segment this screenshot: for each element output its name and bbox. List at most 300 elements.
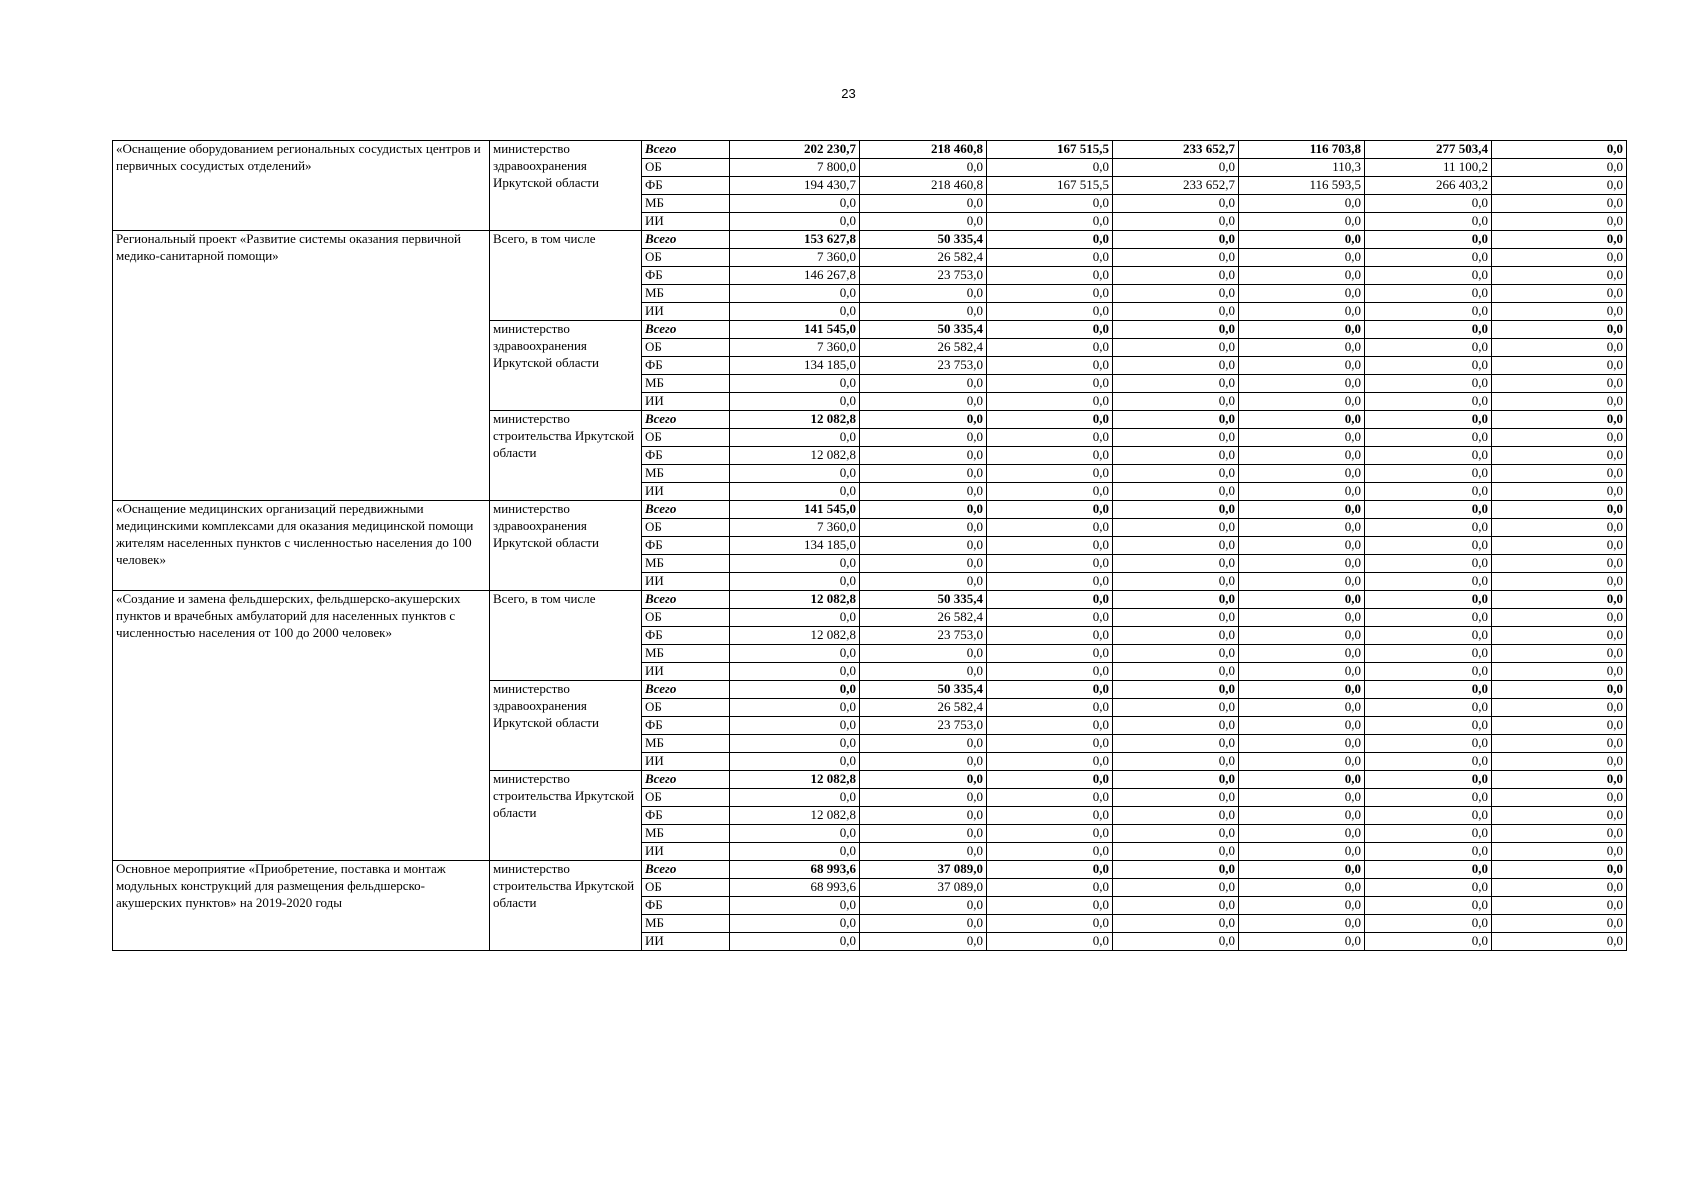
amount-cell: 0,0 (1239, 231, 1365, 249)
funding-source: ИИ (642, 213, 730, 231)
amount-cell: 0,0 (1365, 483, 1492, 501)
funding-source: Всего (642, 681, 730, 699)
amount-cell: 0,0 (860, 519, 987, 537)
amount-cell: 0,0 (1239, 321, 1365, 339)
amount-cell: 0,0 (1239, 771, 1365, 789)
amount-cell: 0,0 (1239, 807, 1365, 825)
amount-cell: 0,0 (1492, 195, 1627, 213)
amount-cell: 0,0 (1113, 843, 1239, 861)
amount-cell: 0,0 (860, 303, 987, 321)
amount-cell: 218 460,8 (860, 177, 987, 195)
amount-cell: 0,0 (987, 537, 1113, 555)
funding-source: ФБ (642, 177, 730, 195)
funding-source: ОБ (642, 879, 730, 897)
amount-cell: 0,0 (1239, 501, 1365, 519)
table-row (113, 591, 1627, 609)
amount-cell: 0,0 (1492, 483, 1627, 501)
amount-cell: 0,0 (1239, 897, 1365, 915)
amount-cell: 110,3 (1239, 159, 1365, 177)
amount-cell: 23 753,0 (860, 717, 987, 735)
amount-cell: 0,0 (1492, 249, 1627, 267)
funding-source: ИИ (642, 843, 730, 861)
amount-cell: 50 335,4 (860, 231, 987, 249)
amount-cell: 0,0 (730, 753, 860, 771)
funding-source: Всего (642, 591, 730, 609)
amount-cell: 0,0 (1113, 699, 1239, 717)
amount-cell: 0,0 (1239, 933, 1365, 951)
amount-cell: 0,0 (1492, 231, 1627, 249)
amount-cell: 0,0 (1239, 483, 1365, 501)
amount-cell: 23 753,0 (860, 357, 987, 375)
funding-source: МБ (642, 375, 730, 393)
amount-cell: 0,0 (1113, 375, 1239, 393)
funding-source: Всего (642, 861, 730, 879)
amount-cell: 7 800,0 (730, 159, 860, 177)
amount-cell: 0,0 (1365, 915, 1492, 933)
amount-cell: 0,0 (1239, 843, 1365, 861)
amount-cell: 12 082,8 (730, 807, 860, 825)
amount-cell: 0,0 (987, 519, 1113, 537)
amount-cell: 0,0 (1113, 501, 1239, 519)
amount-cell: 12 082,8 (730, 447, 860, 465)
amount-cell: 0,0 (1492, 357, 1627, 375)
amount-cell: 0,0 (730, 213, 860, 231)
amount-cell: 0,0 (1492, 753, 1627, 771)
amount-cell: 0,0 (1239, 627, 1365, 645)
amount-cell: 0,0 (730, 429, 860, 447)
funding-source: ФБ (642, 897, 730, 915)
amount-cell: 0,0 (1365, 447, 1492, 465)
amount-cell: 11 100,2 (1365, 159, 1492, 177)
amount-cell: 0,0 (1492, 825, 1627, 843)
executor-cell: Всего, в том числе (490, 591, 642, 681)
amount-cell: 0,0 (730, 609, 860, 627)
amount-cell: 0,0 (1239, 753, 1365, 771)
amount-cell: 0,0 (1492, 897, 1627, 915)
funding-source: Всего (642, 501, 730, 519)
amount-cell: 0,0 (987, 663, 1113, 681)
amount-cell: 0,0 (1239, 609, 1365, 627)
funding-source: ФБ (642, 537, 730, 555)
amount-cell: 0,0 (987, 789, 1113, 807)
amount-cell: 0,0 (860, 555, 987, 573)
amount-cell: 0,0 (1492, 285, 1627, 303)
amount-cell: 0,0 (1113, 681, 1239, 699)
amount-cell: 0,0 (1365, 519, 1492, 537)
amount-cell: 0,0 (1113, 753, 1239, 771)
amount-cell: 0,0 (1492, 501, 1627, 519)
amount-cell: 0,0 (860, 159, 987, 177)
amount-cell: 0,0 (987, 825, 1113, 843)
amount-cell: 0,0 (1365, 897, 1492, 915)
amount-cell: 0,0 (1492, 771, 1627, 789)
amount-cell: 23 753,0 (860, 627, 987, 645)
executor-cell: Всего, в том числе (490, 231, 642, 321)
amount-cell: 0,0 (1492, 159, 1627, 177)
amount-cell: 0,0 (860, 663, 987, 681)
amount-cell: 0,0 (1239, 645, 1365, 663)
amount-cell: 0,0 (1113, 915, 1239, 933)
funding-source: МБ (642, 465, 730, 483)
funding-source: МБ (642, 555, 730, 573)
amount-cell: 12 082,8 (730, 627, 860, 645)
amount-cell: 0,0 (987, 735, 1113, 753)
amount-cell: 0,0 (1113, 933, 1239, 951)
amount-cell: 0,0 (1365, 609, 1492, 627)
funding-source: ФБ (642, 627, 730, 645)
amount-cell: 0,0 (1365, 429, 1492, 447)
amount-cell: 0,0 (1365, 321, 1492, 339)
amount-cell: 0,0 (730, 843, 860, 861)
amount-cell: 0,0 (1492, 645, 1627, 663)
amount-cell: 0,0 (1492, 177, 1627, 195)
amount-cell: 0,0 (1113, 339, 1239, 357)
amount-cell: 0,0 (1239, 339, 1365, 357)
amount-cell: 0,0 (1113, 213, 1239, 231)
amount-cell: 0,0 (860, 933, 987, 951)
amount-cell: 0,0 (1492, 537, 1627, 555)
amount-cell: 167 515,5 (987, 141, 1113, 159)
amount-cell: 0,0 (1239, 393, 1365, 411)
amount-cell: 0,0 (730, 717, 860, 735)
funding-source: ИИ (642, 393, 730, 411)
executor-cell: министерство строительства Иркутской области (490, 411, 642, 501)
amount-cell: 0,0 (987, 699, 1113, 717)
amount-cell: 0,0 (1239, 447, 1365, 465)
table-row (113, 141, 1627, 159)
amount-cell: 0,0 (1365, 861, 1492, 879)
amount-cell: 0,0 (1365, 375, 1492, 393)
amount-cell: 0,0 (987, 267, 1113, 285)
amount-cell: 0,0 (1365, 555, 1492, 573)
amount-cell: 0,0 (1113, 411, 1239, 429)
funding-source: МБ (642, 645, 730, 663)
amount-cell: 0,0 (1492, 393, 1627, 411)
funding-source: ИИ (642, 933, 730, 951)
amount-cell: 12 082,8 (730, 591, 860, 609)
amount-cell: 0,0 (1492, 555, 1627, 573)
amount-cell: 0,0 (860, 375, 987, 393)
amount-cell: 0,0 (730, 555, 860, 573)
amount-cell: 0,0 (730, 681, 860, 699)
amount-cell: 0,0 (1365, 753, 1492, 771)
amount-cell: 0,0 (1239, 735, 1365, 753)
amount-cell: 0,0 (1113, 249, 1239, 267)
amount-cell: 0,0 (1113, 447, 1239, 465)
amount-cell: 0,0 (987, 501, 1113, 519)
amount-cell: 0,0 (987, 447, 1113, 465)
amount-cell: 0,0 (1492, 339, 1627, 357)
amount-cell: 0,0 (1365, 231, 1492, 249)
amount-cell: 0,0 (1365, 393, 1492, 411)
executor-cell: министерство здравоохранения Иркутской области (490, 141, 642, 231)
amount-cell: 0,0 (987, 807, 1113, 825)
amount-cell: 266 403,2 (1365, 177, 1492, 195)
amount-cell: 0,0 (860, 735, 987, 753)
amount-cell: 0,0 (860, 537, 987, 555)
amount-cell: 0,0 (1113, 321, 1239, 339)
amount-cell: 0,0 (730, 663, 860, 681)
amount-cell: 0,0 (1365, 249, 1492, 267)
amount-cell: 7 360,0 (730, 339, 860, 357)
measure-name: «Оснащение медицинских организаций передвижными медицинскими комплексами для оказания медицинской помощи жителям населенных пунктов с численностью населения до 100 человек» (113, 501, 490, 591)
amount-cell: 0,0 (1365, 933, 1492, 951)
funding-source: Всего (642, 321, 730, 339)
amount-cell: 68 993,6 (730, 879, 860, 897)
amount-cell: 0,0 (860, 285, 987, 303)
amount-cell: 0,0 (987, 915, 1113, 933)
amount-cell: 0,0 (1492, 789, 1627, 807)
funding-source: ОБ (642, 789, 730, 807)
amount-cell: 0,0 (1113, 357, 1239, 375)
amount-cell: 0,0 (987, 357, 1113, 375)
amount-cell: 233 652,7 (1113, 141, 1239, 159)
amount-cell: 0,0 (1113, 627, 1239, 645)
amount-cell: 0,0 (1492, 861, 1627, 879)
amount-cell: 0,0 (1239, 303, 1365, 321)
amount-cell: 277 503,4 (1365, 141, 1492, 159)
amount-cell: 0,0 (1492, 573, 1627, 591)
amount-cell: 0,0 (730, 735, 860, 753)
amount-cell: 0,0 (987, 861, 1113, 879)
amount-cell: 0,0 (1239, 267, 1365, 285)
funding-source: МБ (642, 825, 730, 843)
amount-cell: 0,0 (860, 789, 987, 807)
amount-cell: 0,0 (1492, 213, 1627, 231)
amount-cell: 0,0 (1365, 825, 1492, 843)
table-row (113, 231, 1627, 249)
amount-cell: 0,0 (730, 645, 860, 663)
funding-source: ОБ (642, 249, 730, 267)
amount-cell: 0,0 (1239, 555, 1365, 573)
funding-source: ИИ (642, 753, 730, 771)
amount-cell: 0,0 (860, 429, 987, 447)
amount-cell: 0,0 (1113, 231, 1239, 249)
amount-cell: 26 582,4 (860, 609, 987, 627)
amount-cell: 0,0 (860, 897, 987, 915)
amount-cell: 0,0 (860, 645, 987, 663)
amount-cell: 116 593,5 (1239, 177, 1365, 195)
amount-cell: 0,0 (987, 231, 1113, 249)
amount-cell: 167 515,5 (987, 177, 1113, 195)
amount-cell: 0,0 (1365, 789, 1492, 807)
table-row (113, 861, 1627, 879)
amount-cell: 0,0 (987, 753, 1113, 771)
amount-cell: 0,0 (1113, 285, 1239, 303)
amount-cell: 0,0 (1365, 699, 1492, 717)
amount-cell: 0,0 (1492, 663, 1627, 681)
funding-source: ОБ (642, 159, 730, 177)
amount-cell: 0,0 (1365, 627, 1492, 645)
amount-cell: 0,0 (1113, 807, 1239, 825)
amount-cell: 0,0 (1239, 357, 1365, 375)
amount-cell: 0,0 (1239, 699, 1365, 717)
amount-cell: 0,0 (1492, 465, 1627, 483)
amount-cell: 7 360,0 (730, 519, 860, 537)
amount-cell: 0,0 (1239, 519, 1365, 537)
amount-cell: 0,0 (1113, 195, 1239, 213)
amount-cell: 0,0 (1492, 717, 1627, 735)
funding-source: ОБ (642, 519, 730, 537)
funding-source: Всего (642, 411, 730, 429)
measure-name: «Создание и замена фельдшерских, фельдшерско-акушерских пунктов и врачебных амбулаторий для населенных пунктов с численностью населения от 100 до 2000 человек» (113, 591, 490, 861)
amount-cell: 0,0 (987, 429, 1113, 447)
amount-cell: 0,0 (1365, 807, 1492, 825)
amount-cell: 0,0 (1113, 645, 1239, 663)
measure-name: Основное мероприятие «Приобретение, поставка и монтаж модульных конструкций для размещения фельдшерско-акушерских пунктов» на 2019-2020 годы (113, 861, 490, 951)
amount-cell: 0,0 (1113, 303, 1239, 321)
amount-cell: 0,0 (1239, 717, 1365, 735)
amount-cell: 0,0 (987, 303, 1113, 321)
amount-cell: 68 993,6 (730, 861, 860, 879)
amount-cell: 0,0 (860, 195, 987, 213)
amount-cell: 0,0 (860, 483, 987, 501)
amount-cell: 0,0 (860, 393, 987, 411)
amount-cell: 0,0 (987, 627, 1113, 645)
amount-cell: 0,0 (987, 285, 1113, 303)
amount-cell: 0,0 (1239, 411, 1365, 429)
amount-cell: 116 703,8 (1239, 141, 1365, 159)
amount-cell: 0,0 (1492, 609, 1627, 627)
amount-cell: 12 082,8 (730, 771, 860, 789)
amount-cell: 146 267,8 (730, 267, 860, 285)
amount-cell: 0,0 (1113, 717, 1239, 735)
amount-cell: 0,0 (860, 501, 987, 519)
amount-cell: 0,0 (1113, 267, 1239, 285)
amount-cell: 0,0 (860, 825, 987, 843)
amount-cell: 0,0 (987, 933, 1113, 951)
executor-cell: министерство здравоохранения Иркутской области (490, 321, 642, 411)
funding-source: МБ (642, 915, 730, 933)
amount-cell: 0,0 (860, 753, 987, 771)
amount-cell: 0,0 (1492, 447, 1627, 465)
amount-cell: 0,0 (1365, 681, 1492, 699)
amount-cell: 0,0 (987, 573, 1113, 591)
amount-cell: 0,0 (1113, 465, 1239, 483)
amount-cell: 0,0 (987, 393, 1113, 411)
amount-cell: 0,0 (987, 717, 1113, 735)
amount-cell: 0,0 (1492, 519, 1627, 537)
amount-cell: 0,0 (1113, 519, 1239, 537)
amount-cell: 0,0 (1492, 699, 1627, 717)
amount-cell: 0,0 (1365, 339, 1492, 357)
amount-cell: 0,0 (1239, 465, 1365, 483)
amount-cell: 7 360,0 (730, 249, 860, 267)
amount-cell: 0,0 (1239, 573, 1365, 591)
amount-cell: 0,0 (1113, 159, 1239, 177)
amount-cell: 0,0 (1365, 357, 1492, 375)
executor-cell: министерство строительства Иркутской области (490, 861, 642, 951)
amount-cell: 0,0 (987, 843, 1113, 861)
amount-cell: 23 753,0 (860, 267, 987, 285)
budget-table (112, 140, 1627, 951)
amount-cell: 202 230,7 (730, 141, 860, 159)
funding-source: ФБ (642, 357, 730, 375)
amount-cell: 0,0 (1113, 735, 1239, 753)
amount-cell: 0,0 (1239, 195, 1365, 213)
funding-source: МБ (642, 285, 730, 303)
measure-name: Региональный проект «Развитие системы оказания первичной медико-санитарной помощи» (113, 231, 490, 501)
amount-cell: 0,0 (1239, 789, 1365, 807)
amount-cell: 0,0 (987, 465, 1113, 483)
amount-cell: 0,0 (730, 393, 860, 411)
amount-cell: 0,0 (1113, 393, 1239, 411)
funding-source: ФБ (642, 447, 730, 465)
amount-cell: 0,0 (987, 159, 1113, 177)
amount-cell: 0,0 (860, 411, 987, 429)
amount-cell: 0,0 (1239, 429, 1365, 447)
amount-cell: 50 335,4 (860, 591, 987, 609)
amount-cell: 0,0 (730, 897, 860, 915)
amount-cell: 0,0 (987, 339, 1113, 357)
amount-cell: 0,0 (1492, 933, 1627, 951)
amount-cell: 0,0 (860, 915, 987, 933)
amount-cell: 0,0 (730, 303, 860, 321)
amount-cell: 0,0 (987, 555, 1113, 573)
amount-cell: 194 430,7 (730, 177, 860, 195)
amount-cell: 0,0 (987, 609, 1113, 627)
amount-cell: 0,0 (1492, 303, 1627, 321)
amount-cell: 0,0 (1365, 573, 1492, 591)
amount-cell: 0,0 (1365, 285, 1492, 303)
amount-cell: 0,0 (1365, 879, 1492, 897)
funding-source: ФБ (642, 717, 730, 735)
amount-cell: 0,0 (1365, 411, 1492, 429)
amount-cell: 37 089,0 (860, 879, 987, 897)
amount-cell: 141 545,0 (730, 321, 860, 339)
amount-cell: 37 089,0 (860, 861, 987, 879)
amount-cell: 0,0 (1365, 501, 1492, 519)
amount-cell: 0,0 (1113, 861, 1239, 879)
amount-cell: 0,0 (987, 321, 1113, 339)
amount-cell: 0,0 (1113, 483, 1239, 501)
amount-cell: 0,0 (1113, 555, 1239, 573)
amount-cell: 0,0 (1492, 807, 1627, 825)
amount-cell: 0,0 (1492, 267, 1627, 285)
funding-source: ИИ (642, 573, 730, 591)
amount-cell: 0,0 (987, 591, 1113, 609)
amount-cell: 0,0 (1492, 681, 1627, 699)
amount-cell: 0,0 (987, 771, 1113, 789)
amount-cell: 0,0 (987, 681, 1113, 699)
amount-cell: 0,0 (1113, 771, 1239, 789)
funding-source: Всего (642, 231, 730, 249)
amount-cell: 0,0 (1239, 861, 1365, 879)
amount-cell: 233 652,7 (1113, 177, 1239, 195)
amount-cell: 0,0 (1365, 771, 1492, 789)
amount-cell: 0,0 (860, 843, 987, 861)
amount-cell: 0,0 (1492, 591, 1627, 609)
amount-cell: 0,0 (1492, 375, 1627, 393)
amount-cell: 0,0 (1492, 915, 1627, 933)
amount-cell: 0,0 (987, 375, 1113, 393)
amount-cell: 0,0 (730, 573, 860, 591)
amount-cell: 0,0 (730, 483, 860, 501)
amount-cell: 0,0 (987, 249, 1113, 267)
amount-cell: 0,0 (1365, 645, 1492, 663)
amount-cell: 0,0 (1239, 375, 1365, 393)
executor-cell: министерство здравоохранения Иркутской области (490, 681, 642, 771)
funding-source: Всего (642, 141, 730, 159)
amount-cell: 0,0 (987, 483, 1113, 501)
amount-cell: 0,0 (1113, 573, 1239, 591)
funding-source: ОБ (642, 609, 730, 627)
amount-cell: 0,0 (1365, 537, 1492, 555)
amount-cell: 0,0 (987, 213, 1113, 231)
amount-cell: 0,0 (1492, 843, 1627, 861)
amount-cell: 0,0 (860, 447, 987, 465)
amount-cell: 218 460,8 (860, 141, 987, 159)
